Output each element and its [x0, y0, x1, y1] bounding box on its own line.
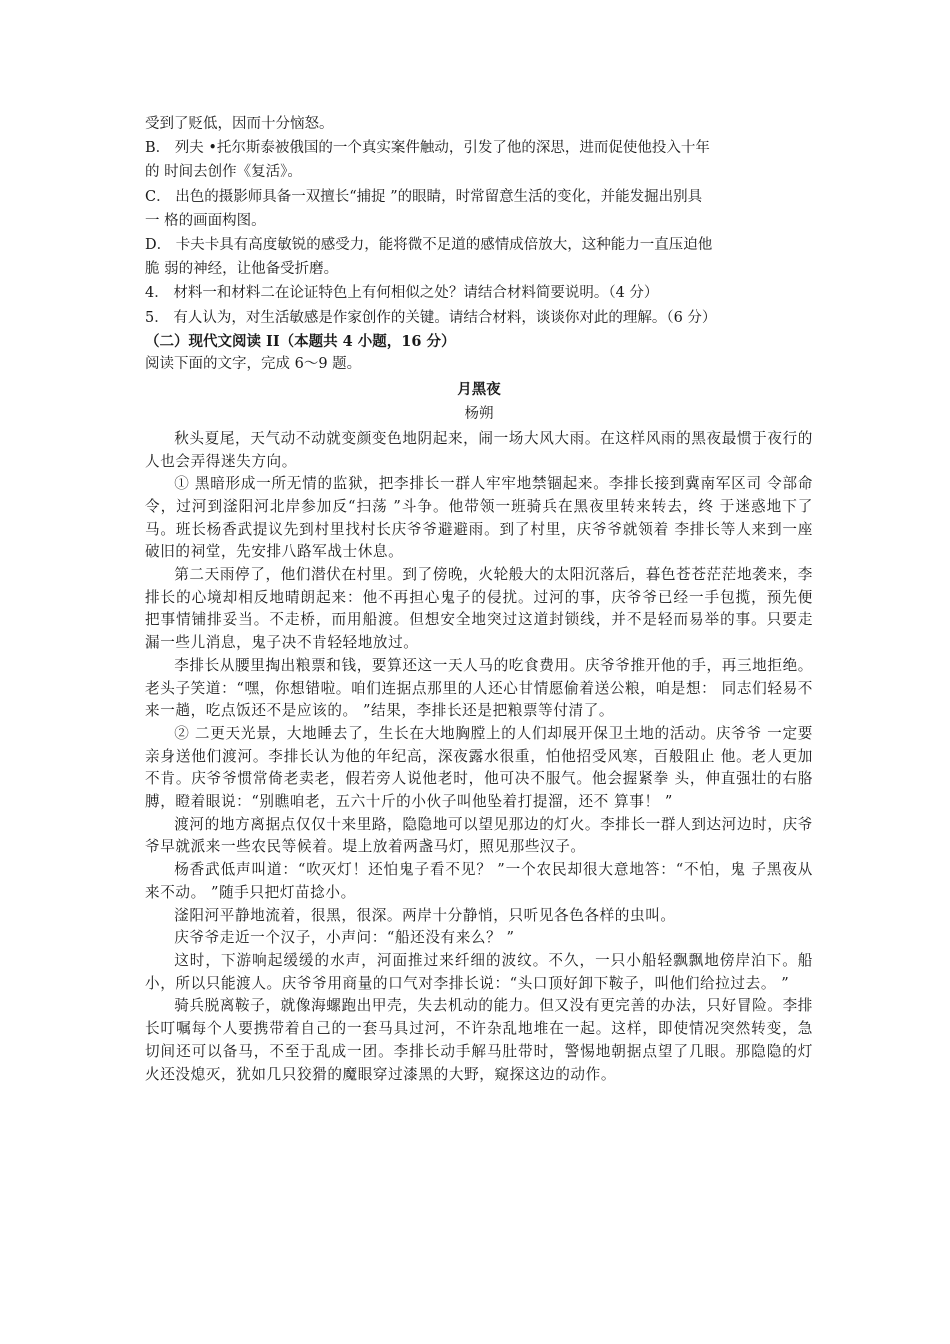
- story-author: 杨朔: [464, 405, 494, 422]
- section-instruction: 阅读下面的文字，完成 6～9 题。: [145, 355, 362, 372]
- story-title: 月黑夜: [457, 380, 501, 398]
- answer-options: [145, 112, 813, 330]
- page-content: [145, 112, 813, 1086]
- story-paragraph: 李排长从腰里掏出粮票和钱，要算还这一天人马的吃食费用。庆爷爷推开他的手，再三地拒绝。老头子笑道：“嘿，你想错啦。咱们连据点那里的人还心甘情愿偷着送公粮，咱是想： 同志们轻易不来一趟，吃点饭还不是应该的。 ”结果，李排长还是把粮票等付清了。: [145, 656, 813, 720]
- question-4: 4． 材料一和材料二在论证特色上有何相似之处？请结合材料简要说明。（4 分）: [145, 285, 659, 302]
- option-d-line2: 脆 弱的神经，让他备受折磨。: [145, 261, 339, 278]
- option-c-line2: 一 格的画面构图。: [145, 212, 266, 229]
- section-heading: （二）现代文阅读 II（本题共 4 小题，16 分）: [145, 332, 456, 350]
- story-paragraph: 杨香武低声叫道：“吹灭灯！还怕鬼子看不见？ ”一个农民却很大意地答：“不怕，鬼 子黑夜从来不动。 ”随手只把灯苗捻小。: [145, 861, 813, 901]
- story-paragraph: 庆爷爷走近一个汉子，小声问：“船还没有来么？ ”: [174, 929, 515, 947]
- story-paragraph: ② 二更天光景，大地睡去了，生长在大地胸膛上的人们却展开保卫土地的活动。庆爷爷 一定要亲身送他们渡河。李排长认为他的年纪高，深夜露水很重，怕他招受风寒，百般阻止 他。老人更加不肯。庆爷爷惯常倚老卖老，假若旁人说他老时，他可决不服气。他会握紧拳 头，伸直强壮的右胳膊，瞪着眼说：“别瞧咱老，五六十斤的小伙子叫他坠着打提溜，还不 算事！ ”: [145, 724, 813, 811]
- question-5: 5． 有人认为，对生活敏感是作家创作的关键。请结合材料，谈谈你对此的理解。（6 分）: [145, 309, 717, 326]
- story-body: [145, 428, 813, 1086]
- option-b-line2: 的 时间去创作《复活》。: [145, 164, 302, 181]
- story-paragraph: 秋头夏尾，天气动不动就变颜变色地阴起来，闹一场大风大雨。在这样风雨的黑夜最惯于夜行的人也会弄得迷失方向。: [145, 429, 813, 470]
- story-paragraph: ① 黑暗形成一所无情的监狱，把李排长一群人牢牢地禁锢起来。李排长接到冀南军区司 令部命令，过河到滏阳河北岸参加反“扫荡 ”斗争。他带领一班骑兵在黑夜里转来转去，终 于迷惑地下了马。班长杨香武提议先到村里找村长庆爷爷避避雨。到了村里，庆爷爷就领着 李排长等人来到一座破旧的祠堂，先安排八路军战士休息。: [145, 475, 813, 561]
- story-paragraph: 渡河的地方离据点仅仅十来里路，隐隐地可以望见那边的灯火。李排长一群人到达河边时，庆爷爷早就派来一些农民等候着。堤上放着两盏马灯，照见那些汉子。: [145, 815, 813, 856]
- option-b-line1: B． 列夫 •托尔斯泰被俄国的一个真实案件触动，引发了他的深思，进而促使他投入十年: [145, 140, 710, 157]
- story-paragraph: 第二天雨停了，他们潜伏在村里。到了傍晚，火轮般大的太阳沉落后，暮色苍苍茫茫地袭来，李排长的心境却相反地晴朗起来：他不再担心鬼子的侵扰。过河的事，庆爷爷已经一手包揽，预先便把事情铺排妥当。不走桥，而用船渡。但想安全地突过这道封锁线，并不是轻而易举的事。只要走漏一些儿消息，鬼子决不肯轻轻地放过。: [145, 566, 813, 652]
- option-a-continued: 受到了贬低，因而十分恼怒。: [145, 116, 334, 132]
- story-paragraph: 这时，下游响起缓缓的水声，河面推过来纤细的波纹。不久，一只小船轻飘飘地傍岸泊下。船小，所以只能渡人。庆爷爷用商量的口气对李排长说：“头口顶好卸下鞍子，叫他们给拉过去。 ”: [145, 952, 813, 992]
- option-d-line1: D． 卡夫卡具有高度敏锐的感受力，能将微不足道的感情成倍放大，这种能力一直压迫他: [145, 237, 713, 254]
- story-paragraph: 骑兵脱离鞍子，就像海螺跑出甲壳，失去机动的能力。但又没有更完善的办法，只好冒险。李排长叮嘱每个人要携带着自己的一套马具过河，不许杂乱地堆在一起。这样，即使情况突然转变，急切间还可以备马，不至于乱成一团。李排长动手解马肚带时，警惕地朝据点望了几眼。那隐隐的灯火还没熄灭，犹如几只狡猾的魔眼穿过漆黑的大野，窥探这边的动作。: [145, 997, 813, 1083]
- option-c-line1: C． 出色的摄影师具备一双擅长“捕捉 ”的眼睛，时常留意生活的变化，并能发掘出别具: [145, 188, 703, 205]
- story-paragraph: 滏阳河平静地流着，很黑，很深。两岸十分静悄，只听见各色各样的虫叫。: [174, 906, 676, 924]
